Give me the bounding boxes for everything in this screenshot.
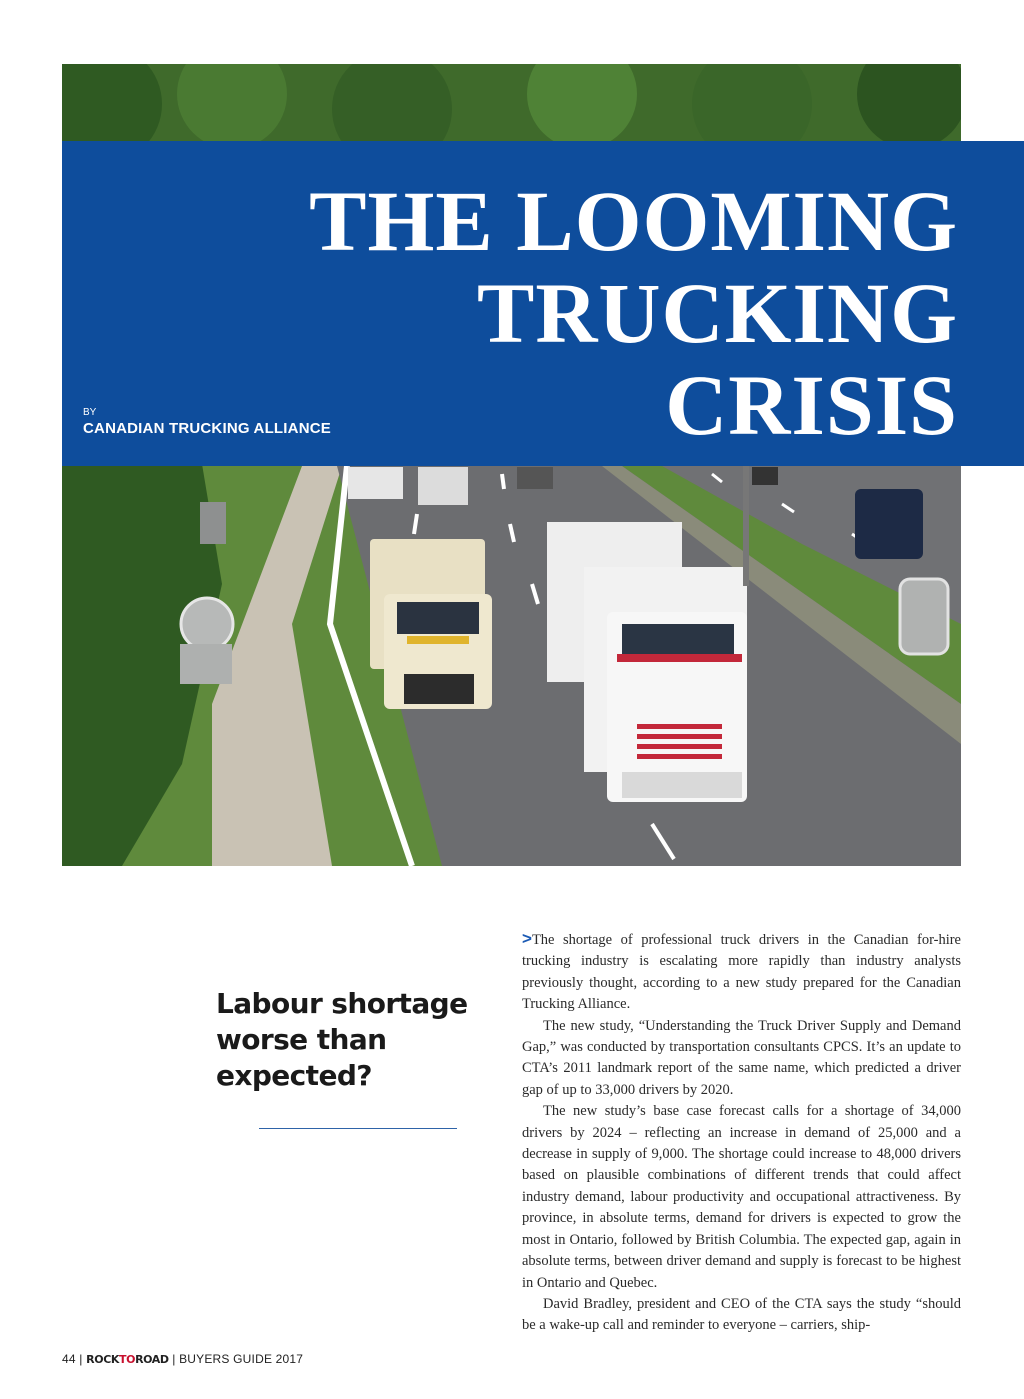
title-line-1: THE LOOMING [309, 173, 958, 269]
issue-name: BUYERS GUIDE 2017 [179, 1352, 304, 1366]
article-body [522, 928, 961, 1337]
body-paragraph-1 [522, 928, 961, 1016]
body-paragraph-3: The new study’s base case forecast calls for a shortage of 34,000 drivers by 2024 – reflecting an increase in demand of 25,000 and a decrease in supply of 9,000. The shortage could increase to 48,000 drivers based on plausible combinations of different trends that could affect industry demand, labour productivity and occupational attractiveness. By province, in absolute terms, demand for drivers is expected to grow the most in Ontario, followed by British Columbia. The expected gap, again in absolute terms, between driver demand and supply is forecast to be highest in Ontario and Quebec. [522, 1103, 961, 1291]
byline-prefix: BY [83, 407, 97, 418]
article-subhead: Labour shortage worse than expected? [216, 987, 468, 1092]
logo-part-rock: ROCK [86, 1353, 119, 1366]
page-number: 44 [62, 1352, 76, 1366]
logo-part-to: TO [119, 1353, 136, 1366]
byline-author: CANADIAN TRUCKING ALLIANCE [83, 420, 331, 437]
footer-separator-1: | [79, 1352, 83, 1366]
lead-chevron-icon: > [522, 929, 532, 948]
title-line-3: CRISIS [665, 357, 958, 453]
body-paragraph-2: The new study, “Understanding the Truck Driver Supply and Demand Gap,” was conducted by transportation consultants CPCS. It’s an update to CTA’s 2011 landmark report of the same name, which predicted a driver gap of up to 33,000 drivers by 2020. [522, 1017, 961, 1098]
magazine-logo [86, 1353, 168, 1366]
body-paragraph-1-text: The shortage of professional truck drivers in the Canadian for-hire trucking industry is escalating more rapidly than industry analysts previously thought, according to a new study prepared for the Canadian Trucking Alliance. [522, 932, 961, 1013]
subhead-divider [259, 1128, 457, 1129]
body-paragraph-4: David Bradley, president and CEO of the CTA says the study “should be a wake-up call and reminder to everyone – carriers, ship- [522, 1295, 961, 1334]
page-footer [62, 1352, 303, 1366]
byline [83, 407, 331, 439]
logo-part-road: ROAD [135, 1353, 169, 1366]
footer-separator-2: | [172, 1352, 176, 1366]
article-title [309, 175, 958, 451]
title-line-2: TRUCKING [476, 265, 958, 361]
title-banner [62, 141, 1024, 466]
